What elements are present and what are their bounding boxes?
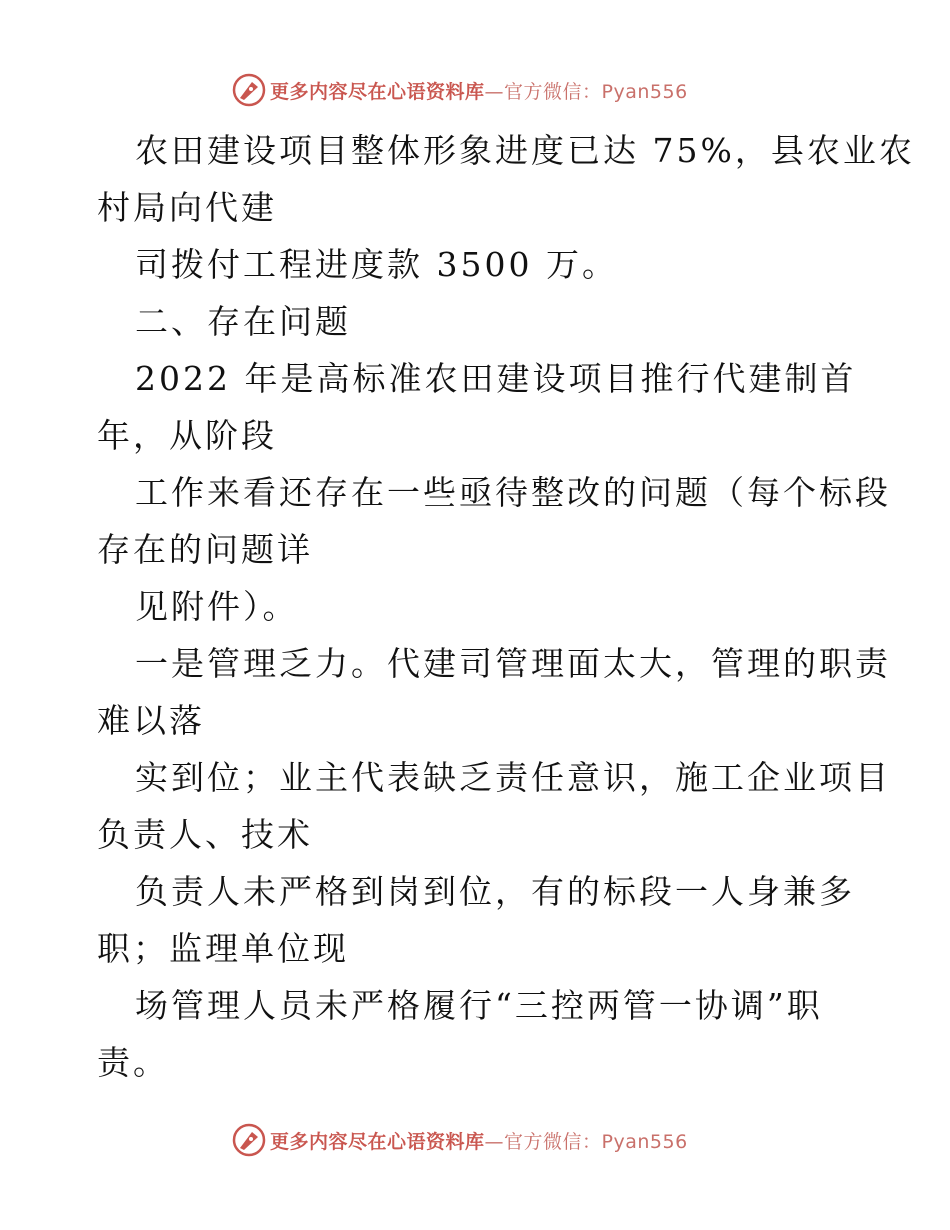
document-body (97, 122, 915, 1091)
text-line: 工作来看还存在一些亟待整改的问题（每个标段 (135, 473, 891, 512)
text-line: 存在的问题详 (97, 530, 313, 569)
text-line: 场管理人员未严格履行“三控两管一协调”职 (135, 986, 823, 1025)
text-line: 农田建设项目整体形象进度已达 75%，县农业农 (135, 131, 915, 170)
text-line: 见附件）。 (135, 587, 299, 626)
footer-watermark (232, 1120, 752, 1160)
text-line: 职；监理单位现 (97, 929, 349, 968)
text-line: 一是管理乏力。代建司管理面太大，管理的职责 (135, 644, 891, 683)
text-line: 二、存在问题 (135, 302, 351, 341)
watermark-main-text: 更多内容尽在心语资料库 (270, 1130, 485, 1153)
pen-nib-logo-icon (232, 1123, 266, 1157)
text-line: 年，从阶段 (97, 416, 277, 455)
text-line: 2022 年是高标准农田建设项目推行代建制首 (135, 359, 857, 398)
watermark-main-text: 更多内容尽在心语资料库 (270, 80, 485, 103)
text-line: 村局向代建 (97, 188, 277, 227)
pen-nib-logo-icon (232, 73, 266, 107)
text-line: 负责人未严格到岗到位，有的标段一人身兼多 (135, 872, 855, 911)
header-watermark (232, 70, 752, 110)
watermark-sub-text: —官方微信：Pyan556 (484, 1130, 688, 1153)
text-line: 责。 (97, 1043, 169, 1082)
text-line: 实到位；业主代表缺乏责任意识，施工企业项目 (135, 758, 891, 797)
text-line: 难以落 (97, 701, 205, 740)
text-line: 负责人、技术 (97, 815, 313, 854)
watermark-sub-text: —官方微信：Pyan556 (484, 80, 688, 103)
text-line: 司拨付工程进度款 3500 万。 (135, 245, 618, 284)
